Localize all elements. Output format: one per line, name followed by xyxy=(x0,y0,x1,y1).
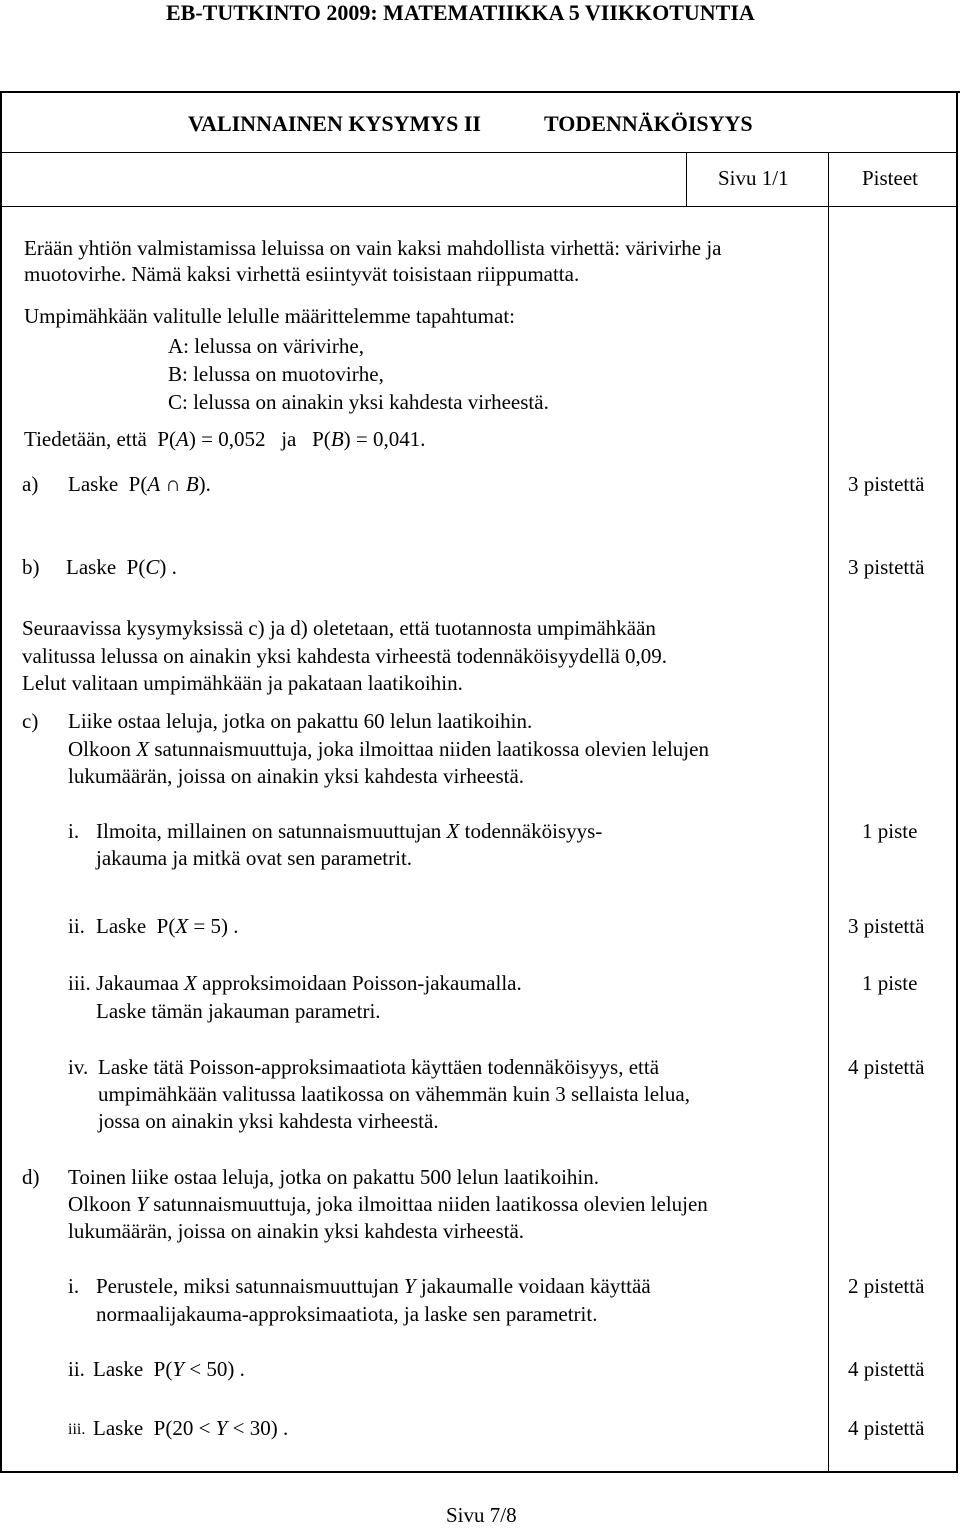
part-c-ii-question: Laske P(X = 5) . xyxy=(96,914,239,938)
question-label: VALINNAINEN KYSYMYS II xyxy=(188,111,481,136)
part-c-line-2: Olkoon X satunnaismuuttuja, joka ilmoittaa niiden laatikossa olevien lelujen xyxy=(68,737,709,761)
sheet-column-divider xyxy=(686,152,687,206)
part-d-i-points: 2 pistettä xyxy=(848,1274,925,1298)
part-d-line-3: lukumäärän, joissa on ainakin yksi kahdesta virheestä. xyxy=(68,1219,525,1243)
part-a-text: Laske xyxy=(68,472,119,496)
event-c: C: lelussa on ainakin yksi kahdesta virheestä. xyxy=(168,390,549,414)
part-c-line-3: lukumäärän, joissa on ainakin yksi kahdesta virheestä. xyxy=(68,764,525,788)
part-d-ii-points: 4 pistettä xyxy=(848,1357,925,1381)
event-b: B: lelussa on muotovirhe, xyxy=(168,362,384,386)
topic-title: TODENNÄKÖISYYS xyxy=(544,111,753,136)
part-c-line-2a: Olkoon xyxy=(68,737,137,761)
header-divider xyxy=(0,152,958,153)
part-d-iii-question: Laske P(20 < Y < 30) . xyxy=(93,1416,289,1440)
part-c-iii-points: 1 piste xyxy=(862,971,918,995)
part-c-iv-line-3: jossa on ainakin yksi kahdesta virheestä. xyxy=(98,1109,439,1133)
part-b-text: Laske xyxy=(66,555,117,579)
part-c-label: c) xyxy=(22,709,39,733)
part-c-iv-line-2: umpimähkään valitussa laatikossa on vähemmän kuin 3 sellaista lelua, xyxy=(98,1082,690,1106)
intro-line-1: Erään yhtiön valmistamissa leluissa on vain kaksi mahdollista virhettä: värivirhe ja xyxy=(24,236,722,260)
part-d-line-2a: Olkoon xyxy=(68,1192,137,1216)
part-c-i-line-1b: todennäköisyys- xyxy=(459,819,603,843)
cd-intro-line-1: Seuraavissa kysymyksissä c) ja d) oletetaan, että tuotannosta umpimähkään xyxy=(22,616,656,640)
part-a-label: a) xyxy=(22,472,39,496)
part-d-i-label: i. xyxy=(68,1274,80,1298)
given-prefix: Tiedetään, että xyxy=(24,427,147,451)
part-d-line-1: Toinen liike ostaa leluja, jotka on pakattu 500 lelun laatikoihin. xyxy=(68,1165,599,1189)
part-c-iv-label: iv. xyxy=(68,1055,89,1079)
box-left-border xyxy=(0,91,2,1472)
part-c-iii-line-2: Laske tämän jakauman parametri. xyxy=(96,999,381,1023)
part-d-ii-text: Laske xyxy=(93,1357,144,1381)
exam-title: EB-TUTKINTO 2009: MATEMATIIKKA 5 VIIKKOTUNTIA xyxy=(166,0,755,25)
part-d-ii-question: Laske P(Y < 50) . xyxy=(93,1357,245,1381)
part-b-label: b) xyxy=(22,555,40,579)
part-d-label: d) xyxy=(22,1165,40,1189)
part-c-line-2b: satunnaismuuttuja, joka ilmoittaa niiden laatikossa olevien lelujen xyxy=(149,737,709,761)
part-d-i-line-1: Perustele, miksi satunnaismuuttujan Y jakaumalle voidaan käyttää xyxy=(96,1274,651,1298)
box-top-border xyxy=(0,91,960,93)
page-number: Sivu 7/8 xyxy=(446,1503,517,1527)
part-c-iv-points: 4 pistettä xyxy=(848,1055,925,1079)
part-d-ii-label: ii. xyxy=(68,1357,85,1381)
part-d-line-2b: satunnaismuuttuja, joka ilmoittaa niiden laatikossa olevien lelujen xyxy=(147,1192,708,1216)
box-right-border xyxy=(956,91,958,1472)
box-bottom-border xyxy=(0,1471,958,1473)
part-d-i-line-1b: jakaumalle voidaan käyttää xyxy=(415,1274,651,1298)
part-b-question: Laske P(C) . xyxy=(66,555,177,579)
part-b-points: 3 pistettä xyxy=(848,555,925,579)
part-d-i-line-2: normaalijakauma-approksimaatiota, ja laske sen parametrit. xyxy=(96,1302,598,1326)
given-and: ja xyxy=(281,427,297,451)
part-d-iii-text: Laske xyxy=(93,1416,144,1440)
part-c-iii-line-1b: approksimoidaan Poisson-jakaumalla. xyxy=(196,971,522,995)
part-c-i-points: 1 piste xyxy=(862,819,918,843)
part-c-i-line-1a: Ilmoita, millainen on satunnaismuuttujan xyxy=(96,819,447,843)
part-c-ii-label: ii. xyxy=(68,914,85,938)
event-a: A: lelussa on värivirhe, xyxy=(168,334,364,358)
part-d-iii-points: 4 pistettä xyxy=(848,1416,925,1440)
intro-line-2: muotovirhe. Nämä kaksi virhettä esiintyvät toisistaan riippumatta. xyxy=(24,262,580,286)
part-c-iii-label: iii. xyxy=(68,971,91,995)
part-c-ii-text: Laske xyxy=(96,914,147,938)
given-probabilities: Tiedetään, että P(A) = 0,052 ja P(B) = 0,041. xyxy=(24,427,426,451)
part-c-iii-line-1: Jakaumaa X approksimoidaan Poisson-jakaumalla. xyxy=(96,971,522,995)
pB-value: 0,041 xyxy=(372,427,421,451)
part-d-i-line-1a: Perustele, miksi satunnaismuuttujan xyxy=(96,1274,404,1298)
points-column-divider xyxy=(828,152,829,1472)
part-c-iv-line-1: Laske tätä Poisson-approksimaatiota käyttäen todennäköisyys, että xyxy=(98,1055,660,1079)
part-c-ii-points: 3 pistettä xyxy=(848,914,925,938)
cd-intro-line-3: Lelut valitaan umpimähkään ja pakataan laatikoihin. xyxy=(22,671,463,695)
part-c-i-line-2: jakauma ja mitkä ovat sen parametrit. xyxy=(96,846,413,870)
page-sheet-label: Sivu 1/1 xyxy=(718,166,789,190)
part-c-i-label: i. xyxy=(68,819,80,843)
part-d-line-2: Olkoon Y satunnaismuuttuja, joka ilmoittaa niiden laatikossa olevien lelujen xyxy=(68,1192,708,1216)
part-a-points: 3 pistettä xyxy=(848,472,925,496)
subheader-divider xyxy=(0,206,958,207)
pA-value: 0,052 xyxy=(218,427,266,451)
part-d-iii-label: iii. xyxy=(68,1421,86,1438)
part-a-question: Laske P(A ∩ B). xyxy=(68,472,211,496)
part-c-iii-line-1a: Jakaumaa xyxy=(96,971,185,995)
cd-intro-line-2: valitussa lelussa on ainakin yksi kahdesta virheestä todennäköisyydellä 0,09. xyxy=(22,644,668,668)
part-c-i-line-1: Ilmoita, millainen on satunnaismuuttujan X todennäköisyys- xyxy=(96,819,603,843)
intro-line-3: Umpimähkään valitulle lelulle määrittelemme tapahtumat: xyxy=(24,304,515,328)
part-c-line-1: Liike ostaa leluja, jotka on pakattu 60 lelun laatikoihin. xyxy=(68,709,533,733)
points-heading: Pisteet xyxy=(862,166,918,190)
